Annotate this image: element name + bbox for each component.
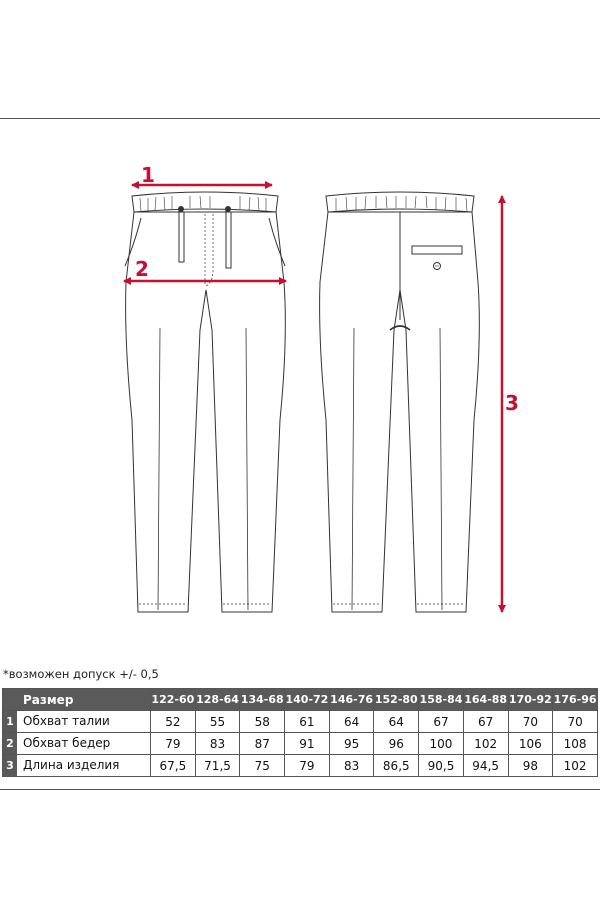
table-row — [3, 755, 598, 777]
table-cell: 70 — [508, 711, 553, 733]
label-waist: 1 — [141, 163, 155, 187]
row-label-cell — [3, 711, 151, 733]
row-number: 3 — [3, 755, 17, 776]
row-name: Обхват талии — [23, 714, 110, 728]
table-cell: 91 — [285, 733, 330, 755]
size-table — [2, 688, 598, 777]
table-cell: 95 — [329, 733, 374, 755]
row-label-cell — [3, 755, 151, 777]
table-cell: 96 — [374, 733, 419, 755]
table-cell: 79 — [151, 733, 196, 755]
table-cell: 64 — [329, 711, 374, 733]
pants-diagram — [0, 118, 600, 658]
table-cell: 108 — [553, 733, 598, 755]
size-col: 140-72 — [285, 689, 330, 711]
size-col: 176-96 — [553, 689, 598, 711]
table-cell: 79 — [285, 755, 330, 777]
label-hip: 2 — [135, 257, 149, 281]
table-cell: 75 — [240, 755, 285, 777]
tolerance-note: *возможен допуск +/- 0,5 — [3, 667, 159, 681]
size-col: 170-92 — [508, 689, 553, 711]
table-cell: 102 — [553, 755, 598, 777]
size-col: 128-64 — [195, 689, 240, 711]
row-label-cell — [3, 733, 151, 755]
row-name: Длина изделия — [23, 758, 120, 772]
table-row — [3, 711, 598, 733]
table-cell: 86,5 — [374, 755, 419, 777]
table-cell: 90,5 — [419, 755, 464, 777]
size-col: 122-60 — [151, 689, 196, 711]
front-pants — [125, 192, 285, 612]
table-cell: 94,5 — [463, 755, 508, 777]
table-cell: 71,5 — [195, 755, 240, 777]
table-cell: 98 — [508, 755, 553, 777]
label-length: 3 — [505, 391, 519, 415]
size-col: 146-76 — [329, 689, 374, 711]
table-cell: 58 — [240, 711, 285, 733]
table-cell: 100 — [419, 733, 464, 755]
table-cell: 106 — [508, 733, 553, 755]
size-col: 152-80 — [374, 689, 419, 711]
row-number: 1 — [3, 711, 17, 732]
table-cell: 67,5 — [151, 755, 196, 777]
table-cell: 61 — [285, 711, 330, 733]
table-cell: 83 — [195, 733, 240, 755]
table-cell: 52 — [151, 711, 196, 733]
table-cell: 64 — [374, 711, 419, 733]
size-col: 134-68 — [240, 689, 285, 711]
row-name: Обхват бедер — [23, 736, 111, 750]
table-cell: 67 — [419, 711, 464, 733]
table-cell: 87 — [240, 733, 285, 755]
size-col: 164-88 — [463, 689, 508, 711]
table-cell: 70 — [553, 711, 598, 733]
table-cell: 67 — [463, 711, 508, 733]
size-header-label: Размер — [3, 689, 151, 711]
row-number: 2 — [3, 733, 17, 754]
back-pants — [320, 192, 480, 612]
table-row — [3, 733, 598, 755]
size-col: 158-84 — [419, 689, 464, 711]
table-cell: 55 — [195, 711, 240, 733]
size-header-row — [3, 689, 598, 711]
table-cell: 83 — [329, 755, 374, 777]
table-cell: 102 — [463, 733, 508, 755]
